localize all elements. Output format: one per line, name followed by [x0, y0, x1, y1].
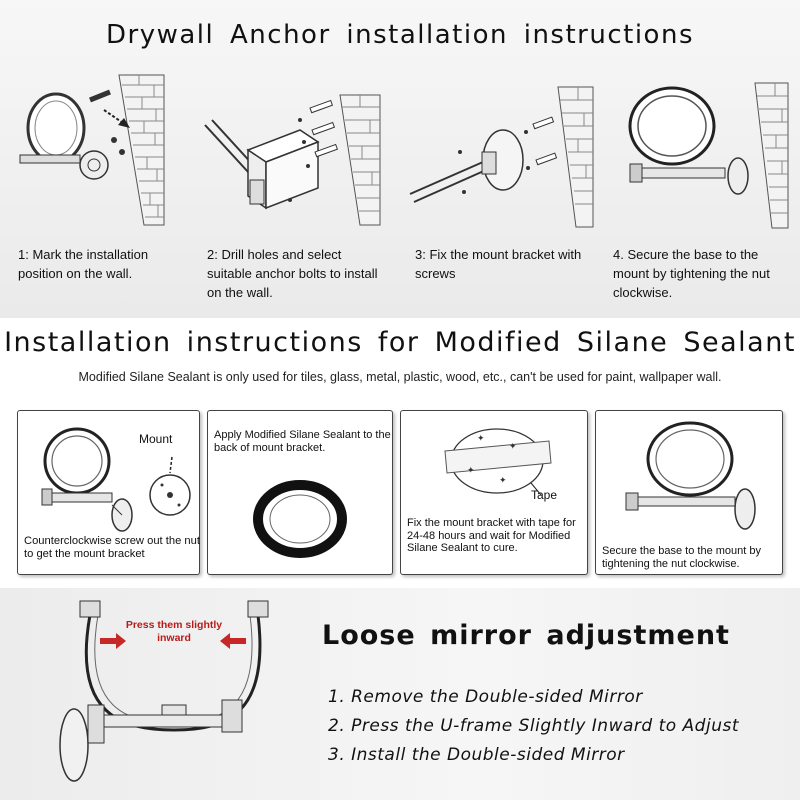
svg-text:✦: ✦: [499, 476, 507, 486]
sealant-card-1: [17, 410, 200, 575]
card2-illustration: [252, 479, 348, 559]
step1-caption: [18, 245, 188, 283]
card2-text: Apply Modified Silane Sealant to the back of mount bracket.: [214, 429, 391, 454]
step3-text: Fix the mount bracket with screws: [415, 247, 582, 281]
svg-text:✦: ✦: [477, 434, 485, 444]
sealant-note: Modified Silane Sealant is only used for tiles, glass, metal, plastic, wood, etc., can't be used for paint, wallpaper wall.: [78, 370, 722, 384]
step2-caption: [207, 245, 382, 302]
loose-step-1: 1. Remove the Double-sided Mirror: [328, 687, 643, 707]
step4-illustration: [610, 78, 790, 230]
step4-number: 4.: [613, 247, 624, 262]
card1-text: Counterclockwise screw out the nut to get the mount bracket: [24, 535, 200, 560]
sealant-title: Installation instructions for Modified Silane Sealant: [4, 327, 796, 358]
step3-illustration: [408, 82, 598, 230]
loose-mirror-steps: [328, 683, 739, 770]
card4-illustration: [620, 417, 765, 537]
step1-text: Mark the installation position on the wall.: [18, 247, 149, 281]
sealant-card-4: [595, 410, 783, 575]
step2-illustration: [200, 90, 390, 230]
step1-illustration: [14, 70, 189, 230]
card4-text: Secure the base to the mount by tightening the nut clockwise.: [602, 545, 761, 570]
loose-mirror-title: Loose mirror adjustment: [322, 620, 730, 651]
card3-text: Fix the mount bracket with tape for 24-48 hours and wait for Modified Silane Sealant to cure.: [407, 517, 576, 554]
drywall-title: Drywall Anchor installation instructions: [106, 20, 694, 50]
step2-text: Drill holes and select suitable anchor bolts to install on the wall.: [207, 247, 378, 300]
step2-number: 2:: [207, 247, 218, 262]
step3-caption: [415, 245, 595, 283]
card3-tape-label: Tape: [531, 488, 558, 502]
sealant-card-3: [400, 410, 588, 575]
step4-caption: [613, 245, 793, 302]
loose-step-3: 3. Install the Double-sided Mirror: [328, 745, 625, 765]
step4-text: Secure the base to the mount by tightening the nut clockwise.: [613, 247, 770, 300]
sealant-card-2: [207, 410, 393, 575]
loose-step-2: 2. Press the U-frame Slightly Inward to Adjust: [328, 716, 739, 736]
svg-text:✦: ✦: [467, 466, 475, 476]
step1-number: 1:: [18, 247, 29, 262]
svg-text:✦: ✦: [509, 442, 517, 452]
card1-mount-label: Mount: [139, 432, 173, 446]
press-inward-label: Press them slightly inward: [125, 619, 223, 644]
step3-number: 3:: [415, 247, 426, 262]
